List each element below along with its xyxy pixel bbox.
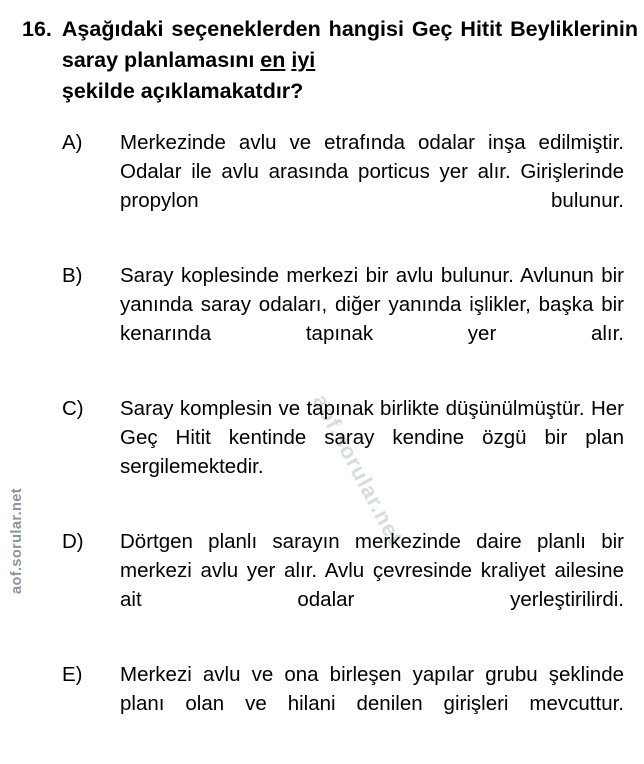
sidebar-watermark: aof.sorular.net (9, 488, 25, 594)
option-text-c: Saray komplesin ve tapınak birlikte düşünülmüştür. Her Geç Hitit kentinde saray kendine özgü bir plan sergilemektedir. (120, 397, 624, 478)
question-emphasis-en: en (260, 48, 286, 72)
question-block (22, 14, 638, 107)
option-letter-e: E) (62, 663, 83, 686)
option-text-b: Saray koplesinde merkezi bir avlu bulunur. Avlunun bir yanında saray odaları, diğer yanında işlikler, başka bir kenarında tapınak yer alır. (120, 264, 624, 345)
options-list (62, 128, 624, 764)
option-letter-c: C) (62, 397, 84, 420)
question-emphasis-iyi: iyi (291, 48, 316, 72)
option-e[interactable] (62, 660, 624, 747)
option-a[interactable] (62, 128, 624, 244)
question-line-2-pre: Beyliklerinin saray planlamasını (61, 17, 638, 72)
option-text-d: Dörtgen planlı sarayın merkezinde daire planlı bir merkezi avlu yer alır. Avlu çevresinde kraliyet ailesine ait odalar yerleştirilirdi. (120, 530, 624, 611)
question-text (62, 14, 638, 107)
question-line-1: Aşağıdaki seçeneklerden hangisi Geç Hitit (61, 17, 503, 41)
option-letter-b: B) (62, 264, 83, 287)
option-c[interactable] (62, 394, 624, 510)
option-d[interactable] (62, 527, 624, 643)
question-number: 16. (22, 17, 52, 41)
option-text-e: Merkezi avlu ve ona birleşen yapılar grubu şeklinde planı olan ve hilani denilen girişleri mevcuttur. (120, 663, 624, 715)
option-text-a: Merkezinde avlu ve etrafında odalar inşa edilmiştir. Odalar ile avlu arasında porticus yer alır. Girişlerinde propylon bulunur. (120, 131, 624, 212)
diagonal-watermark: aof.sorular.net (307, 390, 409, 549)
option-b[interactable] (62, 261, 624, 377)
option-letter-d: D) (62, 530, 84, 553)
option-letter-a: A) (62, 131, 83, 154)
question-line-3: şekilde açıklamakatdır? (61, 79, 304, 103)
